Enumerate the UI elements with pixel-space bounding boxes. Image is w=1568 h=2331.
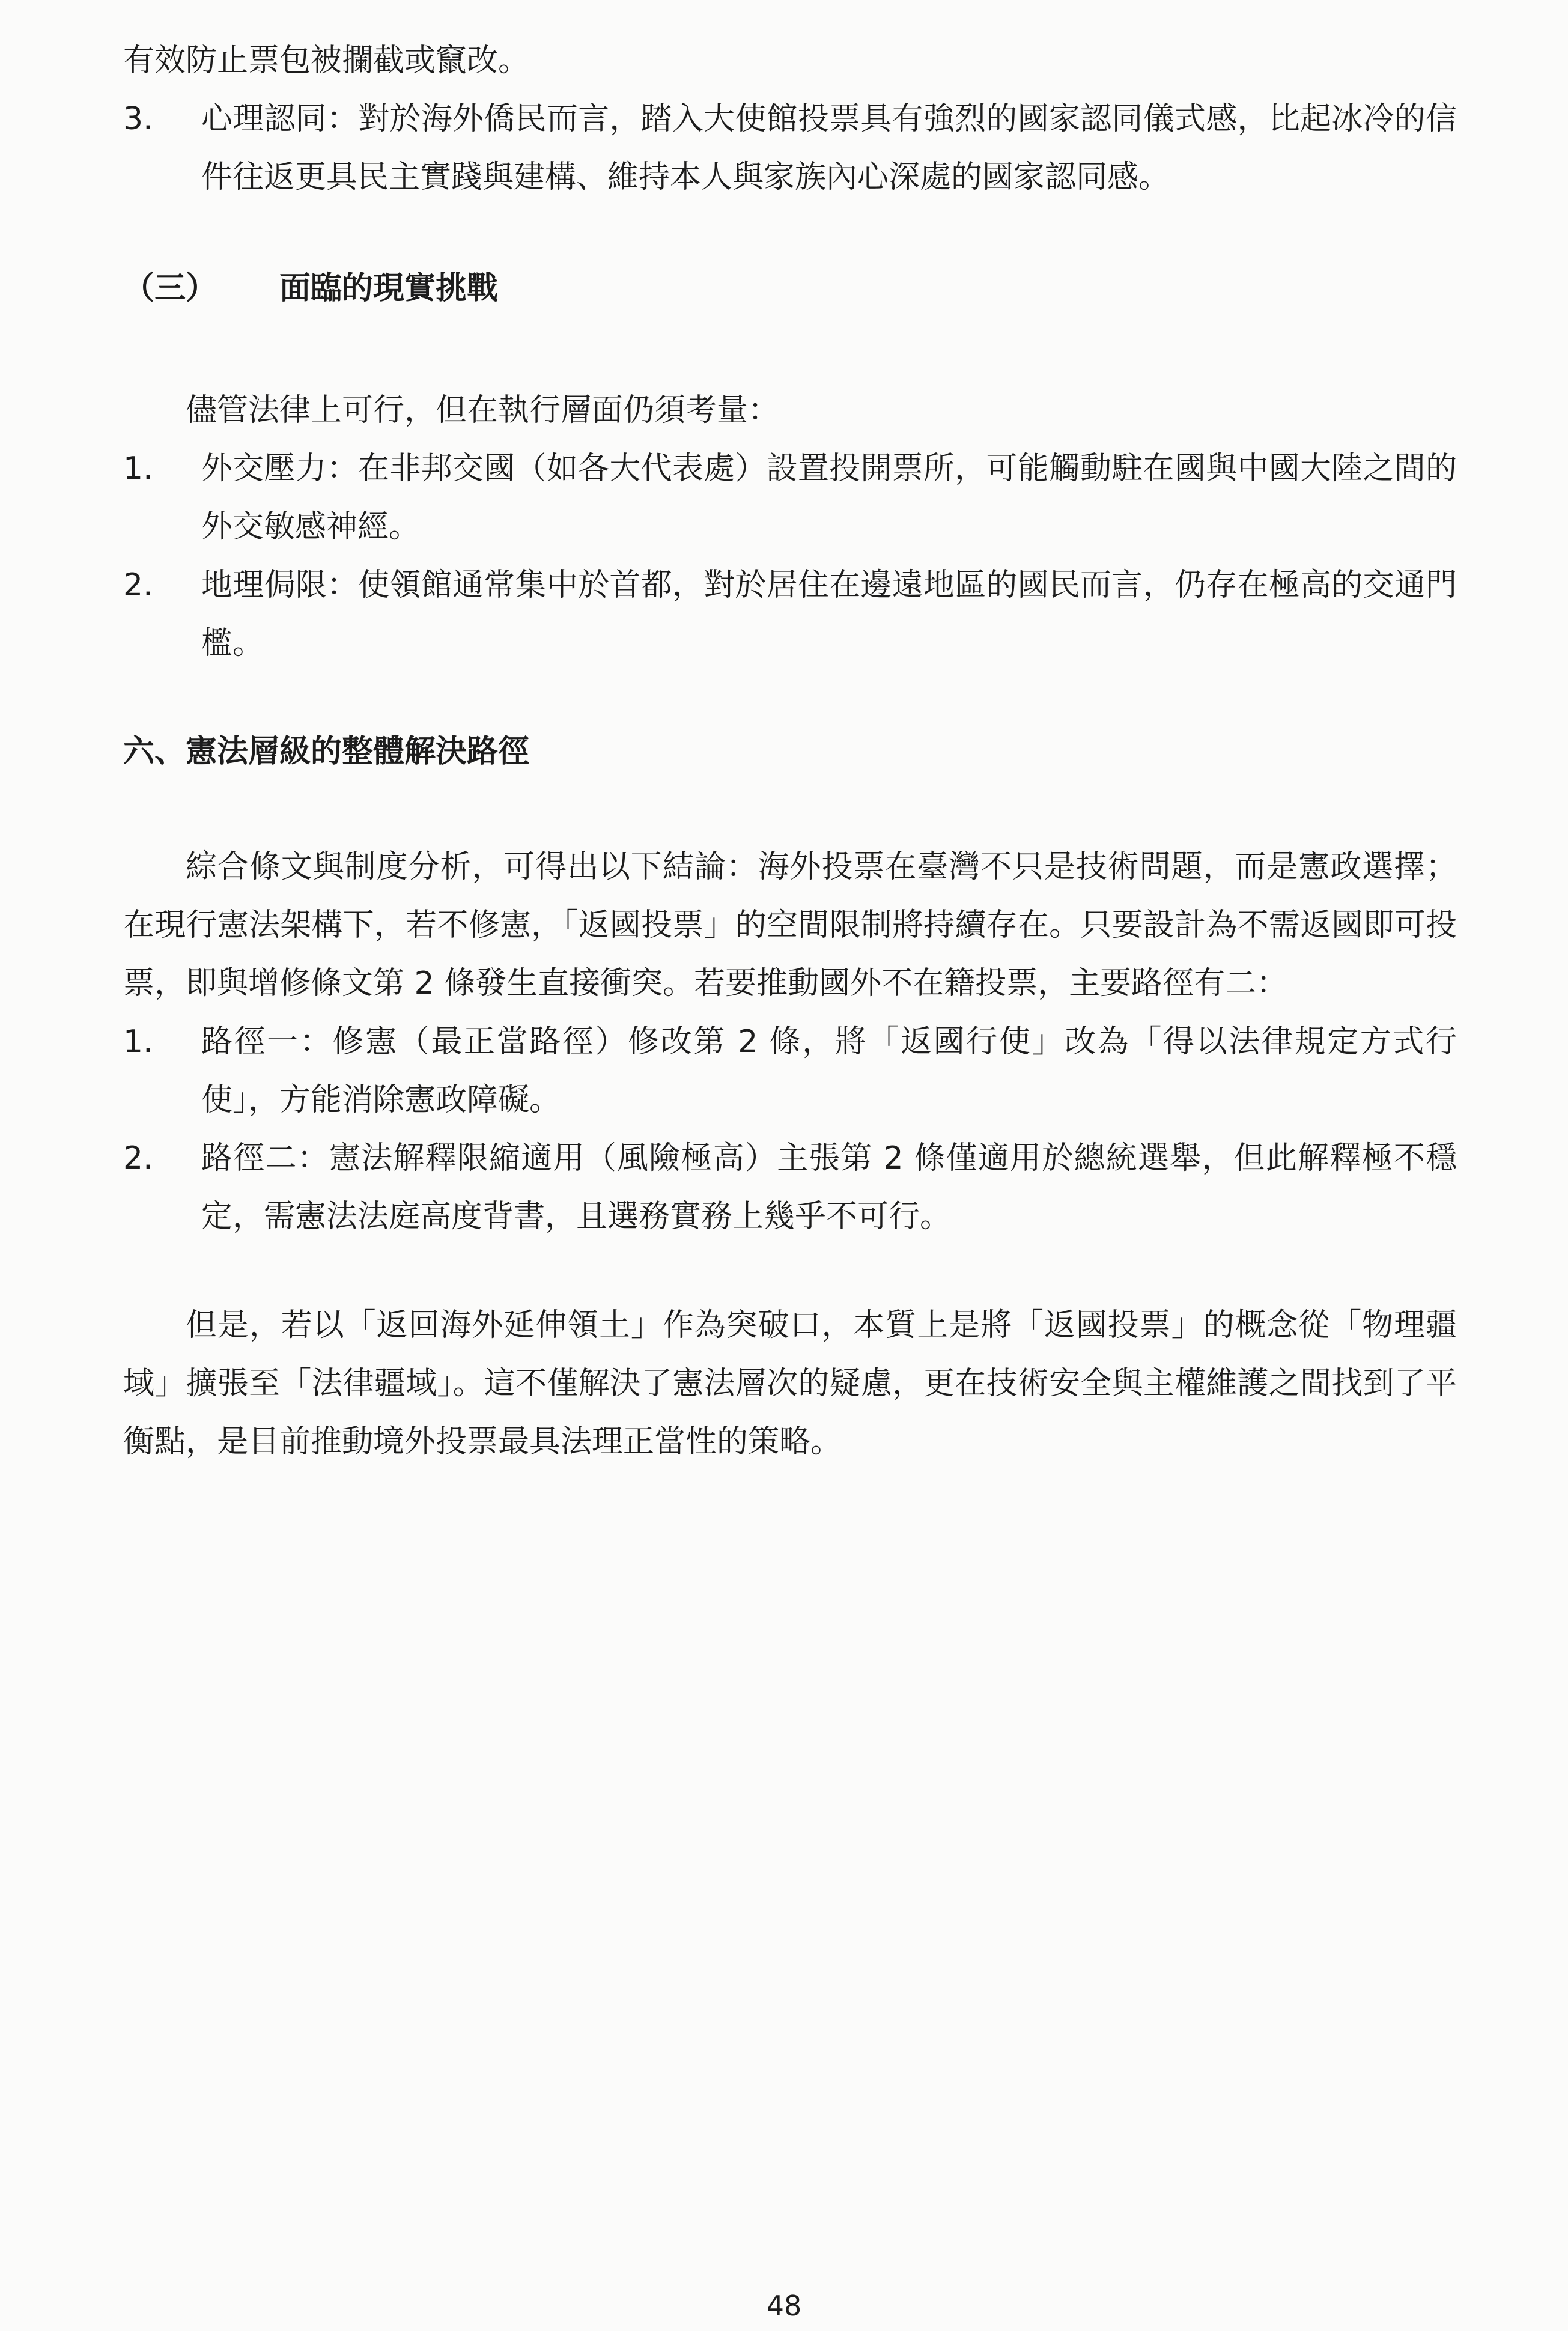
section-3-marker: （三） [123,270,217,306]
continuation-block [123,32,1457,207]
page-number: 48 [766,2290,802,2322]
list-text: 地理侷限：使領館通常集中於首都，對於居住在邊遠地區的國民而言，仍存在極高的交通門檻。 [201,567,1457,661]
section-6-title: 六、憲法層級的整體解決路徑 [123,734,530,770]
section-3-lead: 儘管法律上可行，但在執行層面仍須考量： [186,392,780,428]
list-item-2 [123,1129,1457,1246]
section-6-body [123,838,1457,1246]
list-text: 路徑二：憲法解釋限縮適用（風險極高）主張第 2 條僅適用於總統選舉，但此解釋極不穩定，需憲法法庭高度背書，且選務實務上幾乎不可行。 [201,1140,1457,1235]
list-number: 1. [123,451,153,487]
list-item-3 [123,90,1457,207]
list-item-1 [123,1013,1457,1129]
section-6-paragraph-1: 綜合條文與制度分析，可得出以下結論：海外投票在臺灣不只是技術問題，而是憲政選擇；在現行憲法架構下，若不修憲，「返國投票」的空間限制將持續存在。只要設計為不需返國即可投票，即與增修條文第 2 條發生直接衝突。若要推動國外不在籍投票，主要路徑有二： [123,849,1457,1001]
section-3-body [123,381,1457,673]
list-text: 心理認同：對於海外僑民而言，踏入大使館投票具有強烈的國家認同儀式感，比起冰冷的信件往返更具民主實踐與建構、維持本人與家族內心深處的國家認同感。 [201,101,1457,195]
section-6-heading [123,723,1457,781]
list-item-1 [123,440,1457,556]
intro-line: 有效防止票包被攔截或竄改。 [123,43,530,79]
list-number: 1. [123,1024,153,1060]
conclusion-block [123,1296,1457,1471]
section-3-title: 面臨的現實挑戰 [279,270,499,306]
list-item-2 [123,556,1457,673]
list-number: 2. [123,1140,153,1176]
list-text: 外交壓力：在非邦交國（如各大代表處）設置投開票所，可能觸動駐在國與中國大陸之間的外交敏感神經。 [201,451,1457,545]
section-6-paragraph-2: 但是，若以「返回海外延伸領土」作為突破口，本質上是將「返國投票」的概念從「物理疆域」擴張至「法律疆域」。這不僅解決了憲法層次的疑慮，更在技術安全與主權維護之間找到了平衡點，是目前推動境外投票最具法理正當性的策略。 [123,1307,1457,1460]
list-number: 2. [123,567,153,603]
list-number: 3. [123,101,153,137]
list-text: 路徑一：修憲（最正當路徑）修改第 2 條，將「返國行使」改為「得以法律規定方式行使」，方能消除憲政障礙。 [201,1024,1457,1118]
section-3-heading [123,260,1457,318]
